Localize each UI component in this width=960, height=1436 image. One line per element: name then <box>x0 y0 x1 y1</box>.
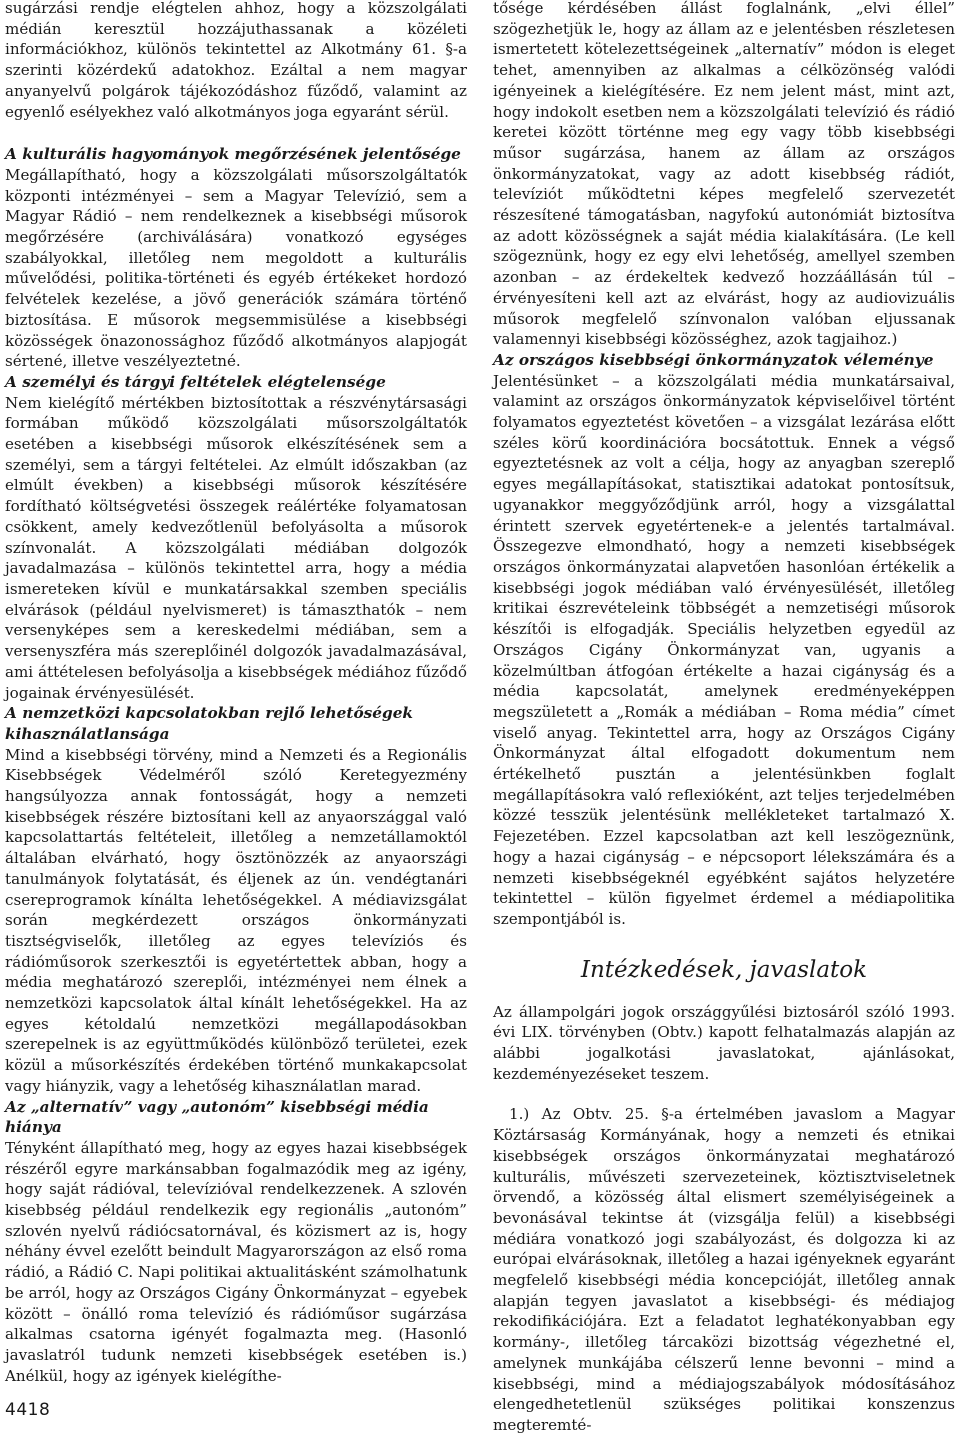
section-title-intezkedesek: Intézkedések, javaslatok <box>580 956 868 983</box>
paragraph-orszagos: Jelentésünket – a közszolgálati média munkatársaival, valamint az országos önkormányzatok képviselőivel történt folyamatos egyeztetést követően – a vizsgálat lezárása előtt széles körű koordinációra bocsátottuk. Ennek a végső egyeztetésnek az volt a célja, hogy az anyagban szereplő egyes megállapításokat, statisztikai adatokat pontosítsuk, ugyanakkor meggyőződjünk arról, hogy a vizsgálattal érintett szervek egyetértenek-e a jelentés tartalmával. Összegezve elmondható, hogy a nemzeti kisebbségek országos önkormányzatai alapvetően hasonlóan értékelik a kisebbségi jogok médiában való érvényesülését, illetőleg kritikai észrevételeink többségét a nemzetiségi műsorok készítői is elfogadják. Speciális helyzetben egyedül az Országos Cigány Önkormányzat van, ugyanis a közelmúltban átfogóan értékelte a hazai cigányság és a média kapcsolatát, amelynek eredményeképpen megszületett a „Romák a médiában – Roma média” címet viselő anyag. Tekintettel arra, hogy az Országos Cigány Önkormányzat által elfogadott dokumentum nem értékelhető pusztán a jelentésünkben foglalt megállapításokra való reflexióként, azt teljes terjedelmében közzé tesszük jelentésünk mellékleteket tartalmazó X. Fejezetében. Ezzel kapcsolatban azt kell leszögeznünk, hogy a hazai cigányság – e népcsoport lélekszámára és a nemzeti kisebbségeknél egyébként sajátos helyzetére tekintettel – külön figyelmet érdemel a médiapolitika szempontjából is. <box>493 371 955 928</box>
paragraph-continued: tősége kérdésében állást foglalnánk, „elvi éllel” szögezhetjük le, hogy az állam az e jelentésben részletesen ismertetett kötelezettségeinek „alternatív” módon is eleget tehet, amennyiben az alkalmas a célközönség valódi igényeinek a kielégítésére. Ez nem jelent mást, mint azt, hogy indokolt esetben nem a közszolgálati televízió és rádió keretei között történne meg egy vagy több kisebbségi műsor sugárzása, hanem az állam az országos önkormányzatokat, vagy az adott kisebbség rádiót, televíziót működtetni képes megfelelő szervezetét részesítené támogatásban, nagyfokú autonómiát biztosítva az adott közösségnek a saját média kialakítására. (Le kell szögeznünk, hogy ez egy elvi lehetőség, amellyel szemben azonban – az érdekeltek kedvező hozzáállásán túl – érvényesíteni kell azt az elvárást, hogy az audiovizuális műsorok megfelelő színvonalon valóban eljussanak valamennyi kisebbségi közösséghez, azok tagjaihoz.) <box>493 0 955 349</box>
paragraph-kulturalis: Megállapítható, hogy a közszolgálati műsorszolgáltatók központi intézményei – sem a Magyar Televízió, sem a Magyar Rádió – nem rendelkeznek a kisebbségi műsorok megőrzésére (archiválására) vonatkozó egységes szabályokkal, illetőleg nem megoldott a kulturális művelődési, politika-történeti és egyéb értékeket hordozó felvételek kezelése, a jövő generációk számára történő biztosítása. E műsorok megsemmisülése a kisebbségi közösségek önazonossághoz fűződő alkotmányos alapjogát sértené, illetve veszélyeztetné. <box>5 165 467 371</box>
heading-alternativ-media: Az „alternatív” vagy „autonóm” kisebbségi média hiánya <box>5 1097 429 1137</box>
paragraph-intro: sugárzási rendje elégtelen ahhoz, hogy a közszolgálati médián keresztül hozzájuthassanak a közéleti információkhoz, különös tekintettel az Alkotmány 61. §-a szerinti közérdekű adatokhoz. Ezáltal a nem magyar anyanyelvű polgárok tájékozódáshoz fűződő, valamint az egyenlő esélyekhez való alkotmányos joga egyaránt sérül. <box>5 0 467 121</box>
paragraph-item-1: 1.) Az Obtv. 25. §-a értelmében javaslom a Magyar Köztársaság Kormányának, hogy a nemzeti és etnikai kisebbségek országos önkormányzatai meghatározó kulturális, művészeti szervezeteinek, köztisztviseletnek örvendő, a közösség által elismert személyiségeinek a bevonásával tekintse át (vizsgálja felül) a kisebbségi médiára vonatkozó jogi szabályozást, és dolgozza ki az európai elvárásoknak, illetőleg a hazai igényeknek egyaránt megfelelő kisebbségi média koncepcióját, illetőleg annak alapján tegyen javaslatot a kisebbségi- és médiajog rekodifikációjára. Ezt a feladatot leghatékonyabban egy kormány-, illetőleg tárcaközi bizottság végezhetné el, amelynek munkájába célszerű lenne bevonni – mind a kisebbségi, mind a médiajogszabályok módosításához elengedhetetlenül szükséges politikai konszenzus megteremté- <box>493 1105 955 1434</box>
page-number: 4418 <box>5 1400 51 1420</box>
left-column <box>5 0 467 1386</box>
paragraph-obtv: Az állampolgári jogok országgyűlési biztosáról szóló 1993. évi LIX. törvényben (Obtv.) kapott felhatalmazás alapján az alábbi jogalkotási javaslatokat, ajánlásokat, kezdeményezéseket teszem. <box>493 1002 955 1083</box>
right-column <box>493 0 955 1436</box>
heading-kulturalis-hagyomanyok: A kulturális hagyományok megőrzésének jelentősége <box>5 145 461 164</box>
heading-szemelyi-targyi-feltetelek: A személyi és tárgyi feltételek elégtelensége <box>5 372 386 391</box>
heading-nemzetkozi-kapcsolatok: A nemzetközi kapcsolatokban rejlő lehetőségek kihasználatlansága <box>5 704 414 743</box>
paragraph-nemzetkozi: Mind a kisebbségi törvény, mind a Nemzeti és a Regionális Kisebbségek Védelméről szóló Keretegyezmény hangsúlyozza annak fontosságát, hogy a nemzeti kisebbségek részére biztosítani kell az anyaországgal való kapcsolattartás feltételeit, illetőleg a nemzetállamoktól általában elvárható, hogy ösztönözzék az anyaországi tanulmányok folytatását, és éljenek az ún. vendégtanári csereprogramok kínálta lehetőségekkel. A médiavizsgálat során megkérdezett országos önkormányzati tisztségviselők, illetőleg az egyes televíziós és rádióműsorok szerkesztői is egyetértettek abban, hogy a média meghatározó szereplői, intézményei nem élnek a nemzetközi kapcsolatok által kínált lehetőségekkel. Ha az egyes kétoldalú nemzetközi megállapodásokban szerepelnek is az együttműködés különböző területei, ezek közül a műsorkészítés érdekében történő munkakapcsolat vagy hiányzik, vagy a lehetőség kihasználatlan marad. <box>5 745 467 1095</box>
paragraph-szemelyi: Nem kielégítő mértékben biztosítottak a részvénytársasági formában működő közszolgálati műsorszolgáltatók esetében a kisebbségi műsorok elkészítésének sem a személyi, sem a tárgyi feltételei. Az elmúlt időszakban (az elmúlt években) a kisebbségi műsorok készítésére fordítható költségvetési összegek reálértéke folyamatosan csökkent, amely kedvezőtlenül befolyásolta a műsorok színvonalát. A közszolgálati médiában dolgozók javadalmazása – különös tekintettel arra, hogy a média ismereteken kívül e munkatársakkal szemben speciális elvárások (például nyelvismeret) is támaszthatók – nem versenyképes sem a kereskedelmi médiában, sem a versenyszféra más szereplőinél dolgozók javadalmazásával, ami áttételesen befolyásolja a kisebbségek médiához fűződő jogainak érvényesülését. <box>5 393 467 702</box>
heading-orszagos-onkormanyzatok: Az országos kisebbségi önkormányzatok véleménye <box>493 350 934 369</box>
paragraph-alternativ: Tényként állapítható meg, hogy az egyes hazai kisebbségek részéről egyre markánsabban fogalmazódik meg az igény, hogy saját rádióval, televízióval rendelkezzenek. A szlovén kisebbség például rendelkezik egy regionális „autonóm” szlovén nyelvű rádiócsatornával, és közismert az is, hogy néhány évvel ezelőtt beindult Magyarországon az első roma rádió, a Rádió C. Napi politikai aktualitásként számolhatunk be arról, hogy az Országos Cigány Önkormányzat – egyebek között – önálló roma televízió és rádióműsor sugárzása alkalmas csatorna igényét fogalmazta meg. (Hasonló javaslatról tudunk nemzeti kisebbségek esetében is.) Anélkül, hogy az igények kielégíthe- <box>5 1138 467 1385</box>
